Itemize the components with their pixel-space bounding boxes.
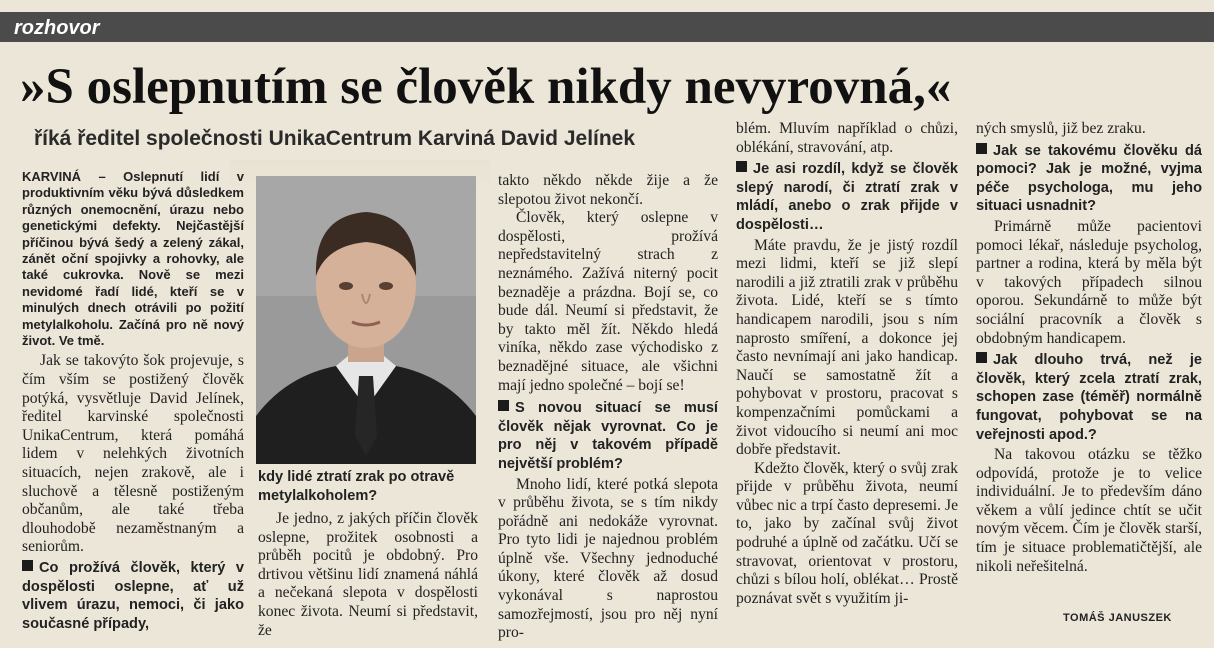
- question-text: Je asi rozdíl, když se člověk slepý narodí, či ztratí zrak v mládí, anebo o zrak přijde v dospělosti…: [736, 161, 958, 233]
- column-3: [498, 172, 718, 643]
- paragraph: Kdežto člověk, který o svůj zrak přijde v průběhu života, neumí vůbec nic a trpí často depresemi. Je to, jako by začínal svůj život podruhé a úplně od začátku. Učí se stravovat, orientovat v prostoru, chůzi s bílou holí, oblékat… Prostě poznávat svět s využitím ji-: [736, 459, 958, 607]
- square-bullet-icon: [498, 400, 509, 411]
- column-2: [258, 510, 478, 640]
- column-4: [736, 120, 958, 608]
- paragraph: Mnoho lidí, které potká slepota v průběhu života, se s tím nikdy pořádně ani nedokáže vyrovnat. Pro tyto lidi je najednou problém úplně vše. Všechny jednoduché úkony, které člověk až dosud vykonával s naprostou samozřejmostí, jsou pro něj nyní pro-: [498, 475, 718, 642]
- author-byline: TOMÁŠ JANUSZEK: [1063, 612, 1172, 624]
- square-bullet-icon: [736, 161, 747, 172]
- square-bullet-icon: [976, 352, 987, 363]
- interview-question: [22, 559, 244, 633]
- square-bullet-icon: [22, 560, 33, 571]
- question-text: S novou situací se musí člověk nějak vyrovnat. Co je pro něj v takovém případě největší problém?: [498, 400, 718, 472]
- photo-caption: kdy lidé ztratí zrak po otravě metylalkoholem?: [258, 469, 455, 504]
- column-5: [976, 120, 1202, 576]
- paragraph: Na takovou otázku se těžko odpovídá, protože je to velice individuální. Je to především dáno věkem a vůlí jedince chtít se učit novým věcem. Čím je člověk starší, tím je situace problematičtější, ale nikoli neřešitelná.: [976, 446, 1202, 575]
- interview-question: [736, 160, 958, 234]
- lead-paragraph: KARVINÁ – Oslepnutí lidí v produktivním věku bývá důsledkem různých onemocnění, úrazu nebo genetickými defekty. Nejčastější příčinou bývá šedý a zelený zákal, zánět oční spojivky a rohovky, ale také cukrovka. Nově se mezi nevidomé řadí lidé, kteří se v minulých dnech otrávili po požití metylalkoholu. Začíná pro ně nový život. Ve tmě.: [22, 169, 244, 349]
- interview-question: [976, 351, 1202, 444]
- portrait-illustration: [256, 176, 476, 464]
- question-text: Jak dlouho trvá, než je člověk, který zcela ztratí zrak, schopen zase (téměř) normálně fungovat, pohybovat se na veřejnosti apod.?: [976, 352, 1202, 443]
- paragraph: Máte pravdu, že je jistý rozdíl mezi lidmi, kteří se již slepí narodili a již ztratili zrak v průběhu života. Lidé, kteří se s tímto handicapem narodili, jsou s ním naprosto smíření, a dokonce jej často nevnímají ani jako handicap. Naučí se samostatně žít a pohybovat v prostoru, pracovat s kompenzačními pomůckami a život vidoucího si neumí ani moc dobře představit.: [736, 236, 958, 459]
- paragraph: Jak se takovýto šok projevuje, s čím vším se postižený člověk potýká, vysvětluje David Jelínek, ředitel karvinské společnosti UnikaCentrum, která pomáhá lidem v nelehkých životních situacích, nejen zrakově, ale i sluchově a tělesně postiženým občanům, ale také třeba dlouhodobě nezaměstnaným a seniorům.: [22, 352, 244, 556]
- interview-question: [498, 399, 718, 473]
- paragraph: Člověk, který oslepne v dospělosti, prožívá nepředstavitelný strach z neznámého. Zažívá niterný pocit beznaděje a prázdna. Bojí se, co bude dál. Neumí si představit, že by takto měl žít. Někdo hledá viníka, někdo zase východisko z beznadějné situace, ale všichni mají jedno společné – bojí se!: [498, 209, 718, 394]
- article-headline: »S oslepnutím se člověk nikdy nevyrovná,«: [20, 59, 952, 115]
- rubric-bar: [0, 12, 1214, 42]
- paragraph: ných smyslů, již bez zraku.: [976, 120, 1146, 137]
- paragraph: takto někdo někde žije a že slepotou život nekončí.: [498, 172, 718, 208]
- square-bullet-icon: [976, 143, 987, 154]
- paragraph: Primárně může pacientovi pomoci lékař, následuje psycholog, partner a rodina, která by měla být v takových případech silnou oporou. Sekundárně to může být sociální pracovník a člověk s obdobným handicapem.: [976, 217, 1202, 347]
- article-subheadline: říká ředitel společnosti UnikaCentrum Karviná David Jelínek: [34, 127, 636, 150]
- portrait-photo: [256, 176, 476, 464]
- interview-question: [976, 142, 1202, 216]
- paragraph: Je jedno, z jakých příčin člověk oslepne, prožitek osobnosti a průběh pocitů je obdobný. Pro drtivou většinu lidí znamená náhlá a nečekaná slepota v dospělosti konec života. Neumí si představit, že: [258, 510, 478, 639]
- paragraph: blém. Mluvím například o chůzi, oblékání, stravování, atp.: [736, 120, 958, 156]
- question-text: Jak se takovému člověku dá pomoci? Jak je možné, vyjma péče psychologa, mu jeho situaci usnadnit?: [976, 142, 1202, 215]
- question-text: Co prožívá člověk, který v dospělosti oslepne, ať už vlivem úrazu, nemoci, či jako současné případy,: [22, 560, 244, 632]
- column-1: [22, 169, 244, 633]
- rubric-label: rozhovor: [14, 17, 100, 39]
